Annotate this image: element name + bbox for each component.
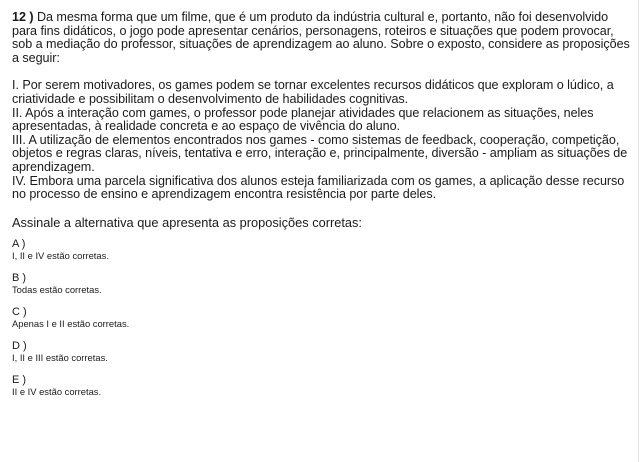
option-d[interactable] — [12, 340, 634, 363]
instruction-text: Assinale a alternativa que apresenta as proposições corretas: — [12, 214, 362, 230]
option-b[interactable] — [12, 272, 634, 295]
option-a[interactable] — [12, 238, 634, 261]
option-c-letter: C ) — [12, 305, 27, 318]
question-number: 12 ) — [12, 10, 34, 24]
spacer — [12, 65, 634, 79]
proposition-4: IV. Embora uma parcela significativa dos alunos esteja familiarizada com os games, a aplicação desse recurso no processo de ensino e aprendizagem encontra resistência por parte deles. — [12, 173, 625, 202]
statement-text: Da mesma forma que um filme, que é um produto da indústria cultural e, portanto, não foi desenvolvido para fins didáticos, o jogo pode apresentar cenários, personagens, roteiros e situações que podem provocar, sob a mediação do professor, situações de aprendizagem ao aluno. Sobre o exposto, considere as proposições a seguir: — [12, 10, 630, 65]
option-d-text: I, II e III estão corretas. — [12, 351, 108, 363]
propositions-list — [12, 79, 634, 201]
option-c[interactable] — [12, 306, 634, 329]
proposition-1: I. Por serem motivadores, os games podem se tornar excelentes recursos didáticos que exploram o lúdico, a criatividade e possibilitam o desenvolvimento de habilidades cognitivas. — [12, 78, 614, 106]
option-e-text: II e IV estão corretas. — [12, 385, 102, 397]
option-b-letter: B ) — [12, 271, 27, 284]
proposition-2: II. Após a interação com games, o professor pode planejar atividades que relacionem as situações, neles apresentadas, à realidade concreta e ao espaço de vivência do aluno. — [12, 105, 594, 134]
question-statement-block — [12, 11, 634, 65]
option-d-letter: D ) — [12, 339, 27, 352]
option-b-text: Todas estão corretas. — [12, 283, 102, 295]
answer-options — [12, 238, 634, 397]
option-e[interactable] — [12, 374, 634, 397]
option-a-text: I, II e IV estão corretas. — [12, 249, 109, 261]
option-c-text: Apenas I e II estão corretas. — [12, 317, 130, 329]
proposition-3: III. A utilização de elementos encontrados nos games - como sistemas de feedback, cooperação, competição, objetos e regras claras, níveis, tentativa e erro, interação e, principalmente, diversão - ampliam as situações de aprendizagem. — [12, 132, 628, 174]
option-e-letter: E ) — [12, 373, 27, 386]
option-a-letter: A ) — [12, 237, 26, 250]
question-statement — [12, 11, 634, 65]
